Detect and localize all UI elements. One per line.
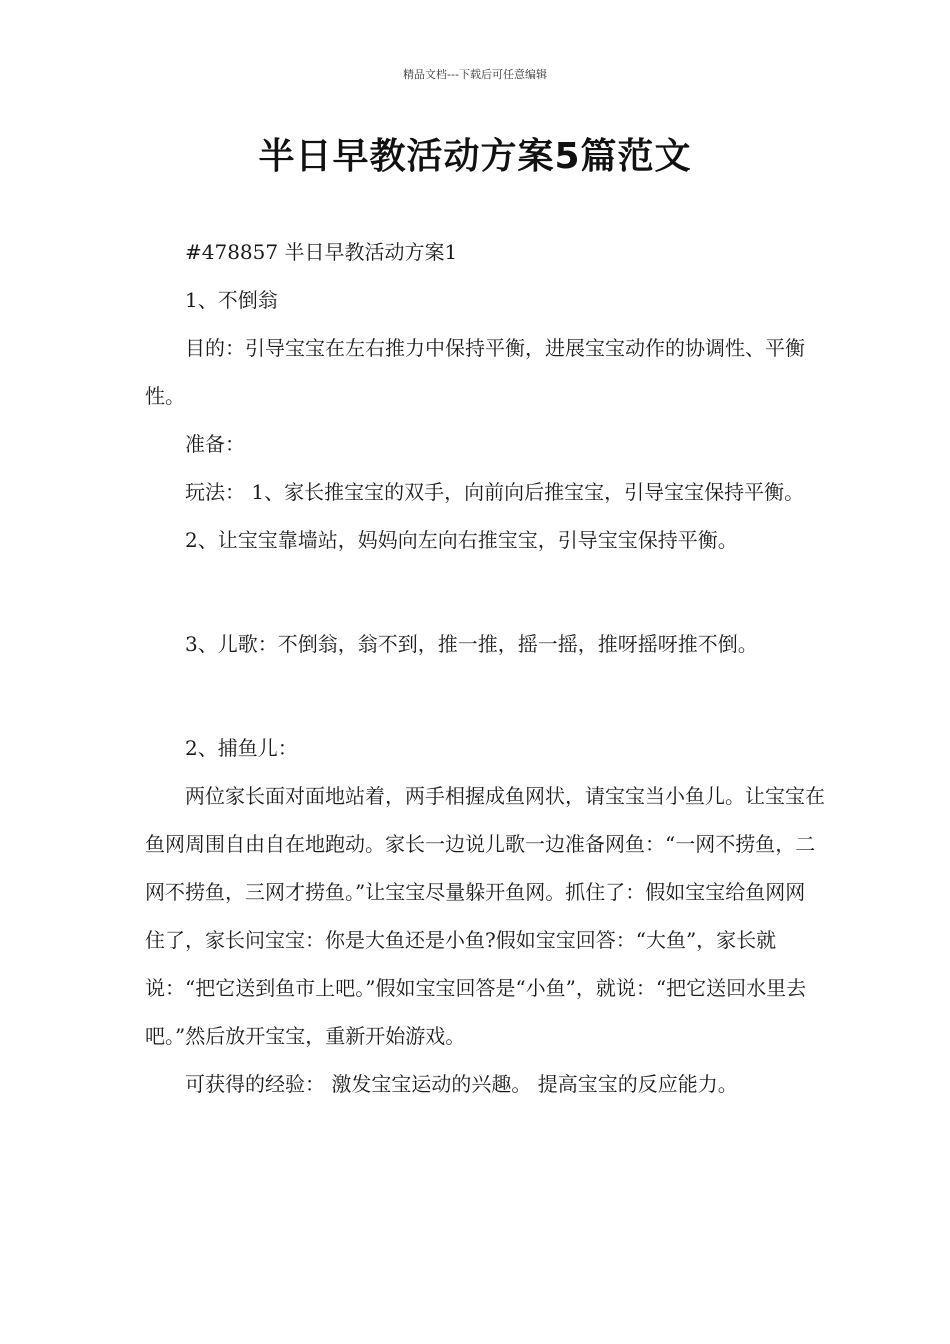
section-heading: #478857 半日早教活动方案1 — [185, 240, 458, 264]
paragraph-gameplay: 玩法： 1、家长推宝宝的双手，向前向后推宝宝，引导宝宝保持平衡。 — [185, 480, 805, 504]
activity-heading: 1、不倒翁 — [185, 288, 278, 312]
paragraph-nursery-rhyme: 3、儿歌：不倒翁，翁不到，推一推，摇一摇，推呀摇呀推不倒。 — [185, 632, 758, 656]
page-header-watermark: 精品文档---下载后可任意编辑 — [403, 68, 547, 81]
paragraph-experience: 可获得的经验： 激发宝宝运动的兴趣。 提高宝宝的反应能力。 — [185, 1072, 738, 1096]
activity-heading: 2、捕鱼儿： — [185, 736, 298, 760]
document-title: 半日早教活动方案5篇范文 — [258, 136, 692, 177]
paragraph-preparation: 准备： — [185, 432, 245, 456]
document-body — [145, 228, 825, 1108]
spacer — [145, 564, 825, 620]
paragraph-purpose: 目的：引导宝宝在左右推力中保持平衡，进展宝宝动作的协调性、平衡性。 — [145, 336, 805, 408]
spacer — [145, 668, 825, 724]
paragraph-fishing-game: 两位家长面对面地站着，两手相握成鱼网状，请宝宝当小鱼儿。让宝宝在鱼网周围自由自在地跑动。家长一边说儿歌一边准备网鱼：“一网不捞鱼，二网不捞鱼，三网才捞鱼。”让宝宝尽量躲开鱼网。抓住了：假如宝宝给鱼网网住了，家长问宝宝：你是大鱼还是小鱼?假如宝宝回答：“大鱼”，家长就说：“把它送到鱼市上吧。”假如宝宝回答是“小鱼”，就说：“把它送回水里去吧。”然后放开宝宝，重新开始游戏。 — [145, 784, 825, 1048]
paragraph-step-2: 2、让宝宝靠墙站，妈妈向左向右推宝宝，引导宝宝保持平衡。 — [185, 528, 738, 552]
